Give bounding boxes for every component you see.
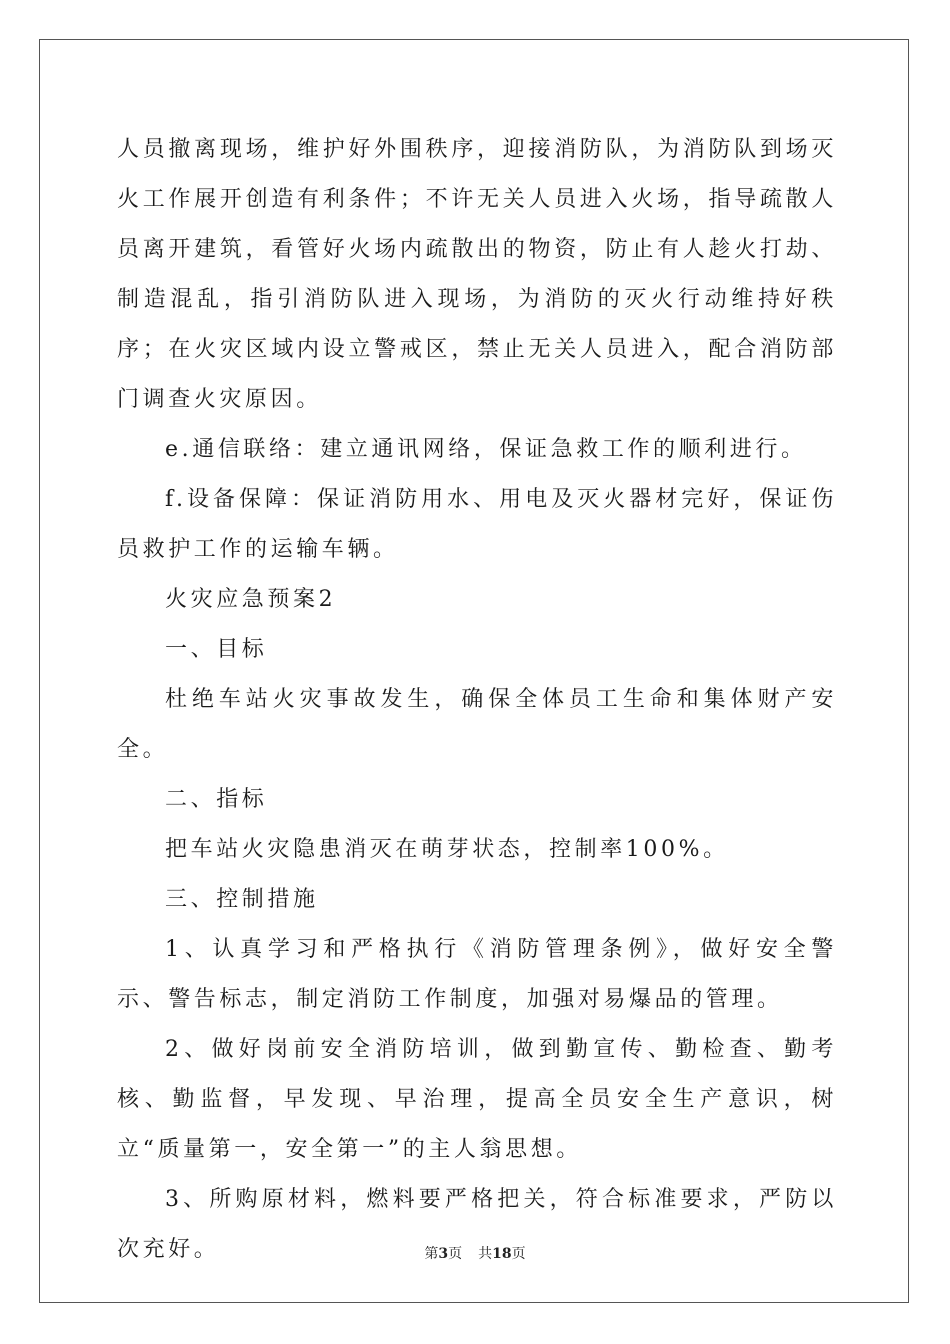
page-prefix: 第 <box>424 1246 439 1262</box>
heading-indicator: 二、指标 <box>165 787 268 812</box>
paragraph-communication: e.通信联络：建立通讯网络，保证急救工作的顺利进行。 <box>165 437 807 462</box>
paragraph-evacuation: 人员撤离现场，维护好外围秩序，迎接消防队，为消防队到场灭火工作展开创造有利条件；不许无关人员进入火场，指导疏散人员离开建筑，看管好火场内疏散出的物资，防止有人趁火打劫、制造混乱，指引消防队进入现场，为消防的灭火行动维持好秩序；在火灾区域内设立警戒区，禁止无关人员进入，配合消防部门调查火灾原因。 <box>117 137 837 412</box>
heading-measures: 三、控制措施 <box>165 887 319 912</box>
paragraph-measure-1: 1、认真学习和严格执行《消防管理条例》，做好安全警示、警告标志，制定消防工作制度，加强对易爆品的管理。 <box>117 937 837 1012</box>
paragraph-indicator: 把车站火灾隐患消灭在萌芽状态，控制率100%。 <box>165 837 729 862</box>
paragraph-goal: 杜绝车站火灾事故发生，确保全体员工生命和集体财产安全。 <box>117 687 837 762</box>
paragraph-equipment: f.设备保障：保证消防用水、用电及灭火器材完好，保证伤员救护工作的运输车辆。 <box>117 487 837 562</box>
paragraph-measure-2: 2、做好岗前安全消防培训，做到勤宣传、勤检查、勤考核、勤监督，早发现、早治理，提高全员安全生产意识，树立“质量第一，安全第一”的主人翁思想。 <box>117 1037 837 1162</box>
paragraph-measure-3: 3、所购原材料，燃料要严格把关，符合标准要求，严防以次充好。 <box>117 1187 837 1262</box>
section-title: 火灾应急预案2 <box>165 587 337 612</box>
heading-goal: 一、目标 <box>165 637 268 662</box>
document-body <box>117 125 837 1275</box>
total-pages: 18 <box>492 1246 512 1262</box>
page-number: 3 <box>438 1246 449 1262</box>
total-suffix: 页 <box>511 1246 526 1262</box>
page-suffix: 页 <box>448 1246 463 1262</box>
page-footer <box>0 1244 950 1264</box>
total-prefix: 共 <box>478 1246 493 1262</box>
